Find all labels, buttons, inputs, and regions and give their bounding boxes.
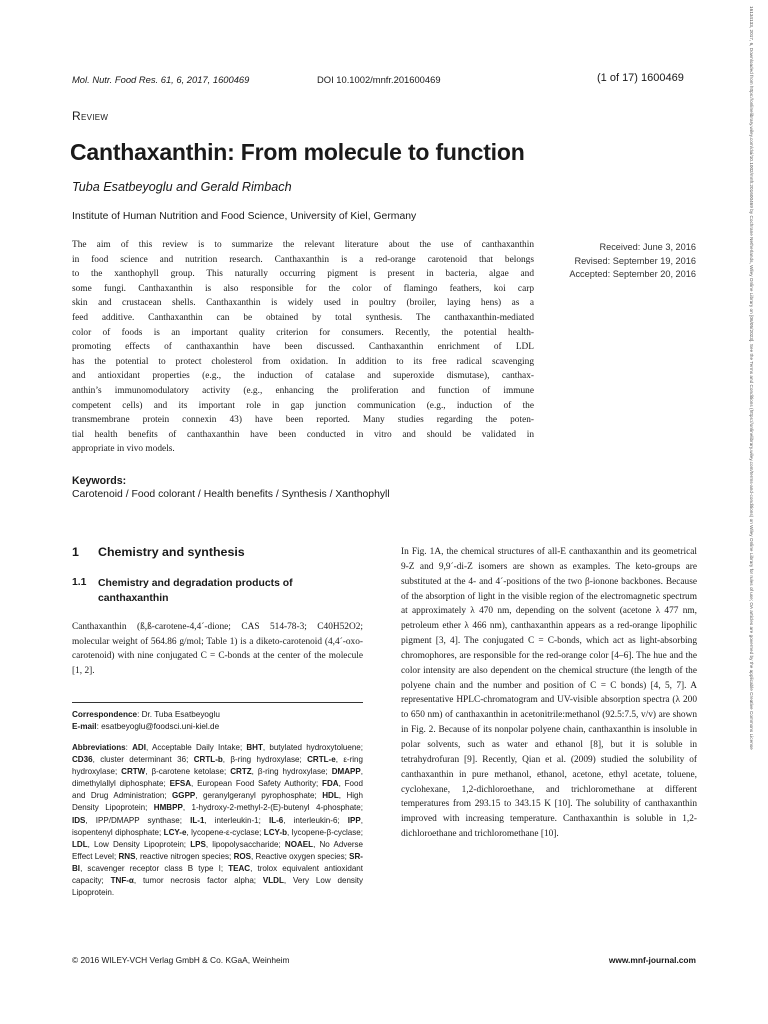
abstract-line: feed additive. Canthaxanthin can be obtained by total synthesis. The canthaxanthin-mediated (72, 312, 534, 323)
download-notice-text: 16134133, 2017, 6, Downloaded from https://onlinelibrary.wiley.com/doi/10.1002/mnfr.201600469 by Cochrane Netherlands, Wiley Online Library on [06/05/2023]. See the Terms and Conditions (https://onlinelibrary.wiley.com/terms-and-conditions) on Wiley Online Library for rules of use; OA articles are governed by the applicable Creative Commons License (749, 6, 754, 750)
keywords-heading: Keywords: (72, 475, 127, 487)
abbreviation-term: LCY-b (263, 827, 288, 837)
article-title: Canthaxanthin: From molecule to function (70, 139, 525, 165)
abbreviation-definition: , cluster determinant 36; (92, 755, 194, 765)
abbreviation-term: EFSA (169, 779, 192, 789)
abbreviation-term: RNS (118, 851, 136, 861)
abbreviation-definition: , European Food Safety Authority; (191, 779, 323, 789)
abbreviation-term: LDL (72, 839, 88, 849)
abbreviation-definition: , scavenger receptor class B type I; (80, 863, 229, 873)
abbreviation-definition: , Food and Drug Administration; (72, 779, 363, 801)
author-list: Tuba Esatbeyoglu and Gerald Rimbach (72, 180, 292, 194)
email-address[interactable]: : esatbeyoglu@foodsci.uni-kiel.de (96, 722, 220, 732)
affiliation: Institute of Human Nutrition and Food Science, University of Kiel, Germany (72, 211, 417, 222)
article-type-label: Review (72, 109, 109, 123)
abbreviation-definition: , ε-ring hydroxylase; (72, 755, 364, 777)
abstract-line: to the xanthophyll group. This naturally occurring pigment is present in bacteria, algae and (72, 269, 534, 280)
doi-link[interactable]: DOI 10.1002/mnfr.201600469 (317, 74, 441, 85)
abbreviation-term: CRTL-b (193, 755, 223, 765)
abbreviation-definition: , Reactive oxygen species; (251, 851, 350, 861)
abstract-line: promoting effects of canthaxanthin have been discussed. Canthaxanthin enrichment of LDL (72, 342, 534, 353)
abbreviation-term: BHT (246, 743, 263, 752)
abbreviation-term: VLDL (262, 876, 284, 886)
abbreviation-definition: , Very Low density Lipoprotein. (72, 876, 363, 898)
abbreviation-definition: , IPP/DMAPP synthase; (85, 815, 191, 825)
abbreviation-definition: , geranylgeranyl pyrophosphate; (195, 791, 323, 801)
abbreviation-definition: , interleukin-6; (283, 815, 348, 825)
abbreviation-term: CRTW (121, 767, 146, 777)
abstract-line: skin and crustacean shells. Canthaxanthin is widely used in poultry (broiler, laying hens) as a (72, 298, 534, 309)
abbreviation-term: IDS (72, 815, 86, 825)
body-paragraph-left: Canthaxanthin (ß,ß-carotene-4,4´-dione; CAS 514-78-3; C40H52O2; molecular weight of 564.86 g/mol; Table 1) is a diketo-carotenoid (4,4´-oxo-carotenoid) with nine conjugated C = C-bonds at the center of the molecule [1, 2]. (72, 622, 363, 677)
body-paragraph-right: In Fig. 1A, the chemical structures of all-E canthaxanthin and its geometrical 9-Z and 9,9´-di-Z isomers are shown as examples. The keto-groups are substituted at the 4- and 4´-positions of the two β-ionone backbones. Because of the absorption of light in the visible region of the electromagnetic spectrum at approximately λ 470 nm, depending on the solvent (acetone λ 477 nm, petroleum ether λ 466 nm), canthaxanthin appears as a red-orange lipophilic pigment [3, 4]. The conjugated C = C-bonds, which act as light-absorbing chromophores, are responsible for the red-orange color [4–6]. The hue and the color intensity are also dependent on the chemical structure (the length of the polyene chain and the number and position of C = C bonds) [4, 5, 7]. A representative HPLC-chromatogram and UV-visible absorption spectra (λ 200 to 650 nm) of canthaxanthin in acetonitrile:methanol (92.5:7.5, v/v) are shown in Fig. 2. Because of its nonpolar polyene chain, canthaxanthin is insoluble in polar solvents, such as water and ethanol [8], but it is soluble in tetrahydrofuran [9]. Recently, Qian et al. (2009) studied the solubility of canthaxanthin in pure methanol, ethanol, acetone, ethyl acetate, toluene, cyclohexane, 1,2-dichloroethane, and trichloromethane at different temperatures from 293.15 to 343.15 K [10]. The solubility of canthaxanthin improved with increasing temperature. Canthaxanthin is soluble in 1,2-dichloroethane and trichloromethane [10]. (401, 547, 697, 840)
abbreviation-definition: , Acceptable Daily Intake; (145, 743, 247, 752)
correspondence-label: Correspondence (72, 710, 138, 719)
abbreviation-definition: , dimethylallyl diphosphate; (72, 767, 363, 789)
abstract-line: transmembrane protein connexin 43) have been reported. Many studies regarding the poten- (72, 415, 534, 426)
abbreviations-heading: Abbreviations (72, 743, 126, 752)
abbreviation-term: IPP (347, 815, 361, 825)
abbreviation-term: LPS (190, 839, 206, 849)
abbreviations-block: Abbreviations: ADI, Acceptable Daily Intake; BHT, butylated hydroxytoluene; CD36, cluster determinant 36; CRTL-b, β-ring hydroxylase; CRTL-e, ε-ring hydroxylase; CRTW, β-carotene ketolase; CRTZ, β-ring hydroxylase; DMAPP, dimethylallyl diphosphate; EFSA, European Food Safety Authority; FDA, Food and Drug Administration; GGPP, geranylgeranyl pyrophosphate; HDL, High Density Lipoprotein; HMBPP, 1-hydroxy-2-methyl-2-(E)-butenyl 4-phosphate; IDS, IPP/DMAPP synthase; IL-1, interleukin-1; IL-6, interleukin-6; IPP, isopentenyl diphosphate; LCY-e, lycopene-ε-cyclase; LCY-b, lycopene-β-cyclase; LDL, Low Density Lipoprotein; LPS, lipopolysaccharide; NOAEL, No Adverse Effect Level; RNS, reactive nitrogen species; ROS, Reactive oxygen species; SR-BI, scavenger receptor class B type I; TEAC, trolox equivalent antioxidant capacity; TNF-α, tumor necrosis factor alpha; VLDL, Very Low density Lipoprotein. (72, 743, 364, 898)
abbreviation-term: CRTZ (230, 767, 252, 777)
keywords-list: Carotenoid / Food colorant / Health benefits / Synthesis / Xanthophyll (72, 489, 390, 500)
abbreviation-term: TNF-α (110, 876, 134, 886)
abbreviation-term: HMBPP (153, 803, 183, 813)
abbreviation-term: CRTL-e (307, 755, 336, 765)
section-title: Chemistry and synthesis (98, 545, 245, 559)
abbreviation-definition: , β-ring hydroxylase; (222, 755, 308, 765)
abbreviation-definition: , tumor necrosis factor alpha; (133, 876, 263, 886)
abbreviation-term: SR-BI (72, 851, 363, 873)
abbreviation-term: HDL (322, 791, 339, 801)
abstract-line: and antioxidant properties (e.g., the induction of catalase and superoxide dismutase), canthax- (72, 371, 534, 382)
abbreviation-term: DMAPP (331, 767, 361, 777)
journal-url[interactable]: www.mnf-journal.com (608, 955, 696, 965)
abstract-line: The aim of this review is to summarize the relevant literature about the use of canthaxanthin (72, 240, 534, 250)
abbreviation-definition: , Low Density Lipoprotein; (87, 839, 191, 849)
email-label: E-mail (72, 722, 97, 732)
correspondence-name: : Dr. Tuba Esatbeyoglu (137, 710, 220, 719)
abbreviation-definition: , reactive nitrogen species; (135, 851, 234, 861)
copyright-notice: © 2016 WILEY-VCH Verlag GmbH & Co. KGaA, Weinheim (72, 955, 290, 965)
abbreviation-term: ROS (233, 851, 252, 861)
abstract (72, 238, 534, 457)
publication-dates (496, 241, 696, 282)
abstract-line: some fungi. Canthaxanthin is also responsible for the color of flamingo feathers, koi carp (72, 283, 534, 294)
abbreviation-term: GGPP (172, 791, 196, 801)
abbreviation-definition: , 1-hydroxy-2-methyl-2-(E)-butenyl 4-phosphate; (182, 803, 363, 813)
abbreviation-term: ADI (132, 743, 146, 752)
abbreviation-term: IL-1 (190, 815, 205, 825)
abstract-line: anthin’s immunomodulatory activity (e.g., enhancing the proliferation and function of immune (72, 385, 534, 396)
download-notice-strip (738, 6, 760, 1018)
abstract-line: competent cells) and its important role in gap junction communication (e.g., induction of the (72, 400, 534, 411)
page-number: (1 of 17) 1600469 (597, 72, 684, 84)
correspondence-block (72, 709, 363, 733)
abbreviation-definition: , No Adverse Effect Level; (72, 839, 363, 861)
abbreviation-definition: , β-ring hydroxylase; (251, 767, 332, 777)
abbreviation-definition: , interleukin-1; (204, 815, 269, 825)
abbreviation-definition: , β-carotene ketolase; (145, 767, 231, 777)
abstract-line: appropriate in vivo models. (72, 444, 175, 455)
correspondence-line (72, 709, 363, 721)
email-line (72, 721, 363, 733)
correspondence-divider (72, 702, 363, 703)
abstract-line: color of foods is an important quality criterion for consumers. Recently, the potential health- (72, 327, 534, 338)
revised-date: Revised: September 19, 2016 (574, 255, 696, 266)
abbreviation-term: NOAEL (284, 839, 314, 849)
abbreviation-definition: , lycopene-ε-cyclase; (186, 827, 264, 837)
received-date: Received: June 3, 2016 (599, 242, 696, 252)
abbreviation-definition: , High Density Lipoprotein; (72, 791, 363, 813)
journal-citation: Mol. Nutr. Food Res. 61, 6, 2017, 1600469 (72, 74, 250, 85)
subsection-number: 1.1 (72, 577, 87, 588)
abbreviation-definition: , isopentenyl diphosphate; (72, 815, 364, 837)
abstract-line: tial health benefits of canthaxanthin have been conducted in vitro and should be validated in (72, 429, 534, 440)
accepted-date: Accepted: September 20, 2016 (569, 269, 696, 280)
abstract-line: has the potential to protect cholesterol from oxidation. In addition to its free radical scavenging (72, 356, 534, 367)
abbreviation-definition: , butylated hydroxytoluene; (262, 743, 364, 752)
abbreviation-term: CD36 (72, 755, 93, 765)
abbreviation-term: FDA (322, 779, 339, 789)
abbreviation-term: IL-6 (268, 815, 284, 825)
abstract-line: in food science and nutrition research. Canthaxanthin is a red-orange carotenoid that belongs (72, 254, 534, 265)
abbreviation-definition: , lipopolysaccharide; (205, 839, 285, 849)
abbreviation-definition: , lycopene-β-cyclase; (287, 827, 363, 837)
abbreviation-term: LCY-e (163, 827, 187, 837)
abbreviation-definition: , trolox equivalent antioxidant capacity; (72, 863, 364, 886)
abbreviation-term: TEAC (228, 863, 251, 873)
subsection-title: Chemistry and degradation products of canthaxanthin (98, 578, 293, 604)
section-number: 1 (72, 545, 79, 559)
